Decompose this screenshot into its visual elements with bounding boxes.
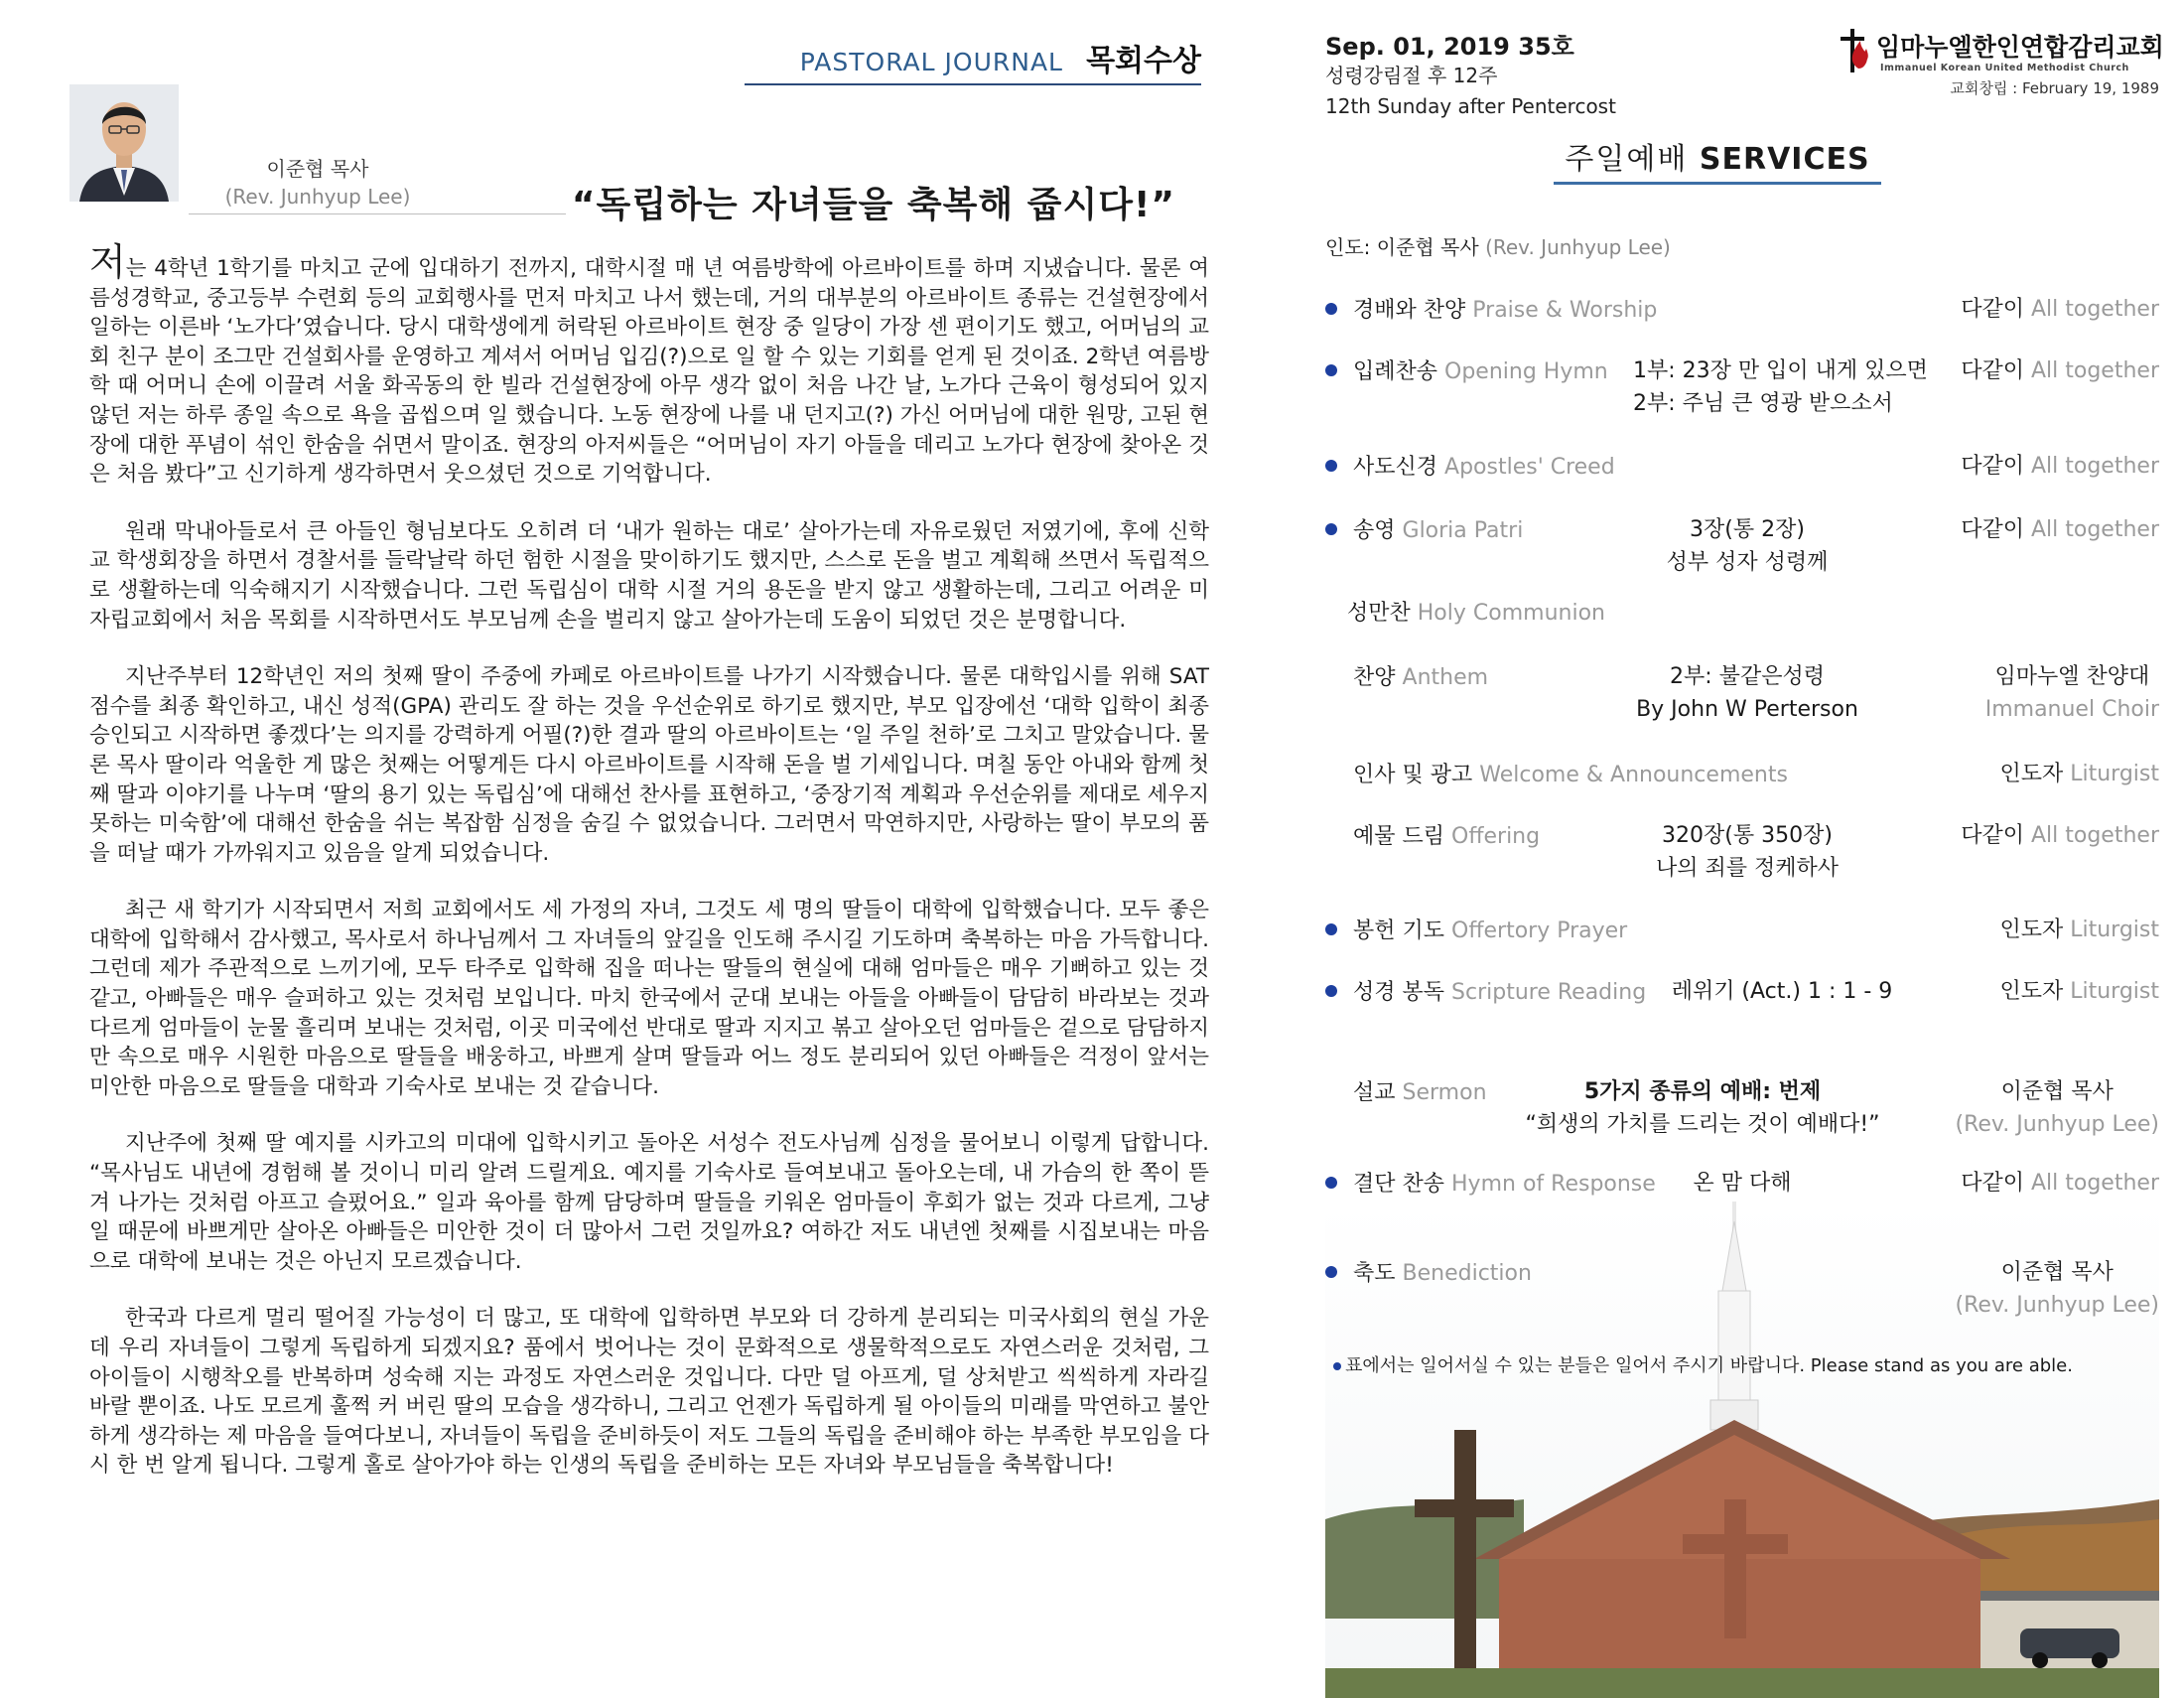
- paragraph: 최근 새 학기가 시작되면서 저희 교회에서도 세 가정의 자녀, 그것도 세 명의 딸들이 대학에 입학했습니다. 모두 좋은 대학에 입학해서 감사했고, 목사로서 하나님께서 그 자녀들의 앞길을 인도해 주시길 기도하며 축복하는 마음 가득합니다. 그런데 제가 주관적으로 느끼기에, 모두 타주로 입학해 집을 떠나는 딸들의 현실에 대해 엄마들은 매우 기뻐하고 있는 것 같고, 아빠들은 매우 슬퍼하고 있는 것처럼 보입니다. 마치 한국에서 군대 보내는 아들을 아빠들이 담담히 바라보는 것과 다르게 엄마들이 눈물 흘리며 보내는 것처럼, 이곳 미국에선 반대로 딸과 지지고 볶고 살아오던 엄마들은 겉으로 담담하지만 속으로 매우 시원한 마음으로 딸들을 배웅하고, 바쁘게 살며 딸들과 어느 정도 분리되어 있던 아빠들은 걱정이 앞서는 미안한 마음으로 딸들을 대학과 기숙사로 보내는 것 같습니다.: [89, 898, 1209, 1099]
- church-name-en: Immanuel Korean United Methodist Church: [1880, 63, 2129, 73]
- bullet-icon: [1333, 1362, 1341, 1370]
- season-en: 12th Sunday after Pentercost: [1325, 94, 1616, 118]
- journal-header-ko: 목회수상: [1086, 44, 1201, 78]
- journal-body: [89, 240, 1209, 1508]
- pastoral-journal-column: [60, 30, 1216, 1658]
- order-item-opening-hymn: 입례찬송 Opening Hymn 1부: 23장 만 입이 내게 있으면 2부: 주님 큰 영광 받으소서 다같이 All together: [1325, 354, 2159, 414]
- bullet-icon: [1325, 460, 1337, 472]
- order-item-hymn-of-response: 결단 찬송 Hymn of Response 온 맘 다해 다같이 All together: [1325, 1167, 2159, 1226]
- bullet-icon: [1325, 303, 1337, 315]
- author-name-ko: 이준협 목사: [266, 157, 369, 181]
- bullet-icon: [1325, 985, 1337, 997]
- order-item-scripture: 성경 봉독 Scripture Reading 레위기 (Act.) 1 : 1 - 9 인도자 Liturgist: [1325, 975, 2159, 1035]
- author-name-en: (Rev. Junhyup Lee): [224, 185, 411, 209]
- order-item-holy-communion: 성만찬 Holy Communion: [1347, 601, 1605, 626]
- paragraph: 지난주에 첫째 딸 예지를 시카고의 미대에 입학시키고 돌아온 서성수 전도사님께 심정을 물어보니 이렇게 답합니다. “목사님도 내년에 경험해 볼 것이니 미리 알려 드릴게요. 예지를 기숙사로 들여보내고 돌아오는데, 내 가슴의 한 쪽이 뜯겨 나가는 것처럼 아프고 슬펐어요.” 일과 육아를 함께 담당하며 딸들을 키워온 엄마들이 후회가 없는 것과 다르게, 그냥 일 때문에 바쁘게만 살아온 아빠들은 미안한 것이 더 많아서 그런 것일까요? 여하간 저도 내년엔 첫째를 시집보내는 마음으로 대학에 보내는 것은 아닌지 모르겠습니다.: [89, 1131, 1209, 1274]
- bullet-icon: [1325, 923, 1337, 935]
- order-item-praise-worship: 경배와 찬양 Praise & Worship 다같이 All together: [1325, 293, 2159, 353]
- church-founded: 교회창립 : February 19, 1989: [1950, 79, 2159, 97]
- order-item-gloria-patri: 송영 Gloria Patri 3장(통 2장) 성부 성자 성령께 다같이 All together: [1325, 513, 2159, 573]
- bulletin-column: [1325, 25, 2164, 1673]
- leader-en: (Rev. Junhyup Lee): [1485, 235, 1671, 259]
- order-item-anthem: 찬양 Anthem 2부: 불같은성령 By John W Perterson 임마누엘 찬양대 Immanuel Choir: [1353, 664, 2159, 722]
- order-item-apostles-creed: 사도신경 Apostles' Creed 다같이 All together: [1325, 450, 2159, 509]
- pastor-photo: [69, 84, 179, 202]
- author-divider: [189, 213, 566, 214]
- services-title-en: SERVICES: [1699, 142, 1870, 177]
- services-title-ko: 주일예배: [1565, 142, 1689, 177]
- leader-ko: 인도: 이준협 목사: [1325, 235, 1479, 259]
- church-name: 임마누엘한인연합감리교회: [1876, 33, 2164, 62]
- paragraph: 한국과 다르게 멀리 떨어질 가능성이 더 많고, 또 대학에 입학하면 부모와 더 강하게 분리되는 미국사회의 현실 가운데 우리 자녀들이 그렇게 독립하게 되겠지요? 품에서 벗어나는 것이 문화적으로 생물학적으로도 자연스러운 것처럼, 그 아이들이 시행착오를 반복하며 성숙해 지는 과정도 자연스러운 것입니다. 다만 덜 아프게, 덜 상처받고 씩씩하게 자라길 바랄 뿐이죠. 나도 모르게 훌쩍 커 버린 딸의 모습을 생각하니, 그리고 언젠가 독립하게 될 아이들의 미래를 막연하고 불안하게 생각하는 제 마음을 들여다보니, 자녀들이 독립을 준비하듯이 저도 그들의 독립을 준비해야 하는 부족한 부모임을 다시 한 번 알게 됩니다. 그렇게 홀로 살아가야 하는 인생의 독립을 준비하는 모든 자녀와 부모님들을 축복합니다!: [89, 1306, 1209, 1479]
- worship-leader: [1325, 231, 1671, 260]
- order-item-sermon: 설교 Sermon 5가지 종류의 예배: 번제 “희생의 가치를 드리는 것이 예배다!” 이준협 목사 (Rev. Junhyup Lee): [1353, 1079, 2159, 1137]
- order-item-benediction: 축도 Benediction 이준협 목사 (Rev. Junhyup Lee): [1325, 1256, 2159, 1316]
- bullet-icon: [1325, 1177, 1337, 1189]
- author: [189, 155, 447, 211]
- bullet-icon: [1325, 523, 1337, 535]
- bullet-icon: [1325, 1266, 1337, 1278]
- journal-title: “독립하는 자녀들을 축복해 줍시다!”: [571, 185, 1176, 225]
- services-title: [1554, 134, 1881, 185]
- order-item-offering: 예물 드림 Offering 320장(통 350장) 나의 죄를 정케하사 다같이 All together: [1353, 823, 2159, 881]
- paragraph: 원래 막내아들로서 큰 아들인 형님보다도 오히려 더 ‘내가 원하는 대로’ 살아가는데 자유로웠던 저였기에, 후에 신학교 학생회장을 하면서 경찰서를 들락날락 하던 험한 시절을 맞이하기도 했지만, 스스로 돈을 벌고 계획해 쓰면서 독립적으로 생활하는데 익숙해지기 시작했습니다. 그런 독립심이 대학 시절 거의 용돈을 받지 않고 생활하는데, 그리고 어려운 미자립교회에서 처음 목회를 시작하면서도 부모님께 손을 벌리지 않고 살아가는데 도움이 되었던 것은 분명합니다.: [89, 518, 1209, 633]
- stand-notice: 표에서는 일어서실 수 있는 분들은 일어서 주시기 바랍니다. Please stand as you are able.: [1333, 1351, 2073, 1377]
- order-item-welcome: 인사 및 광고 Welcome & Announcements 인도자 Liturgist: [1353, 762, 2159, 787]
- journal-header: [745, 36, 1201, 85]
- season-ko: 성령강림절 후 12주: [1325, 64, 1498, 87]
- cross-and-flame-icon: [1837, 25, 1876, 74]
- bullet-icon: [1325, 364, 1337, 376]
- church-logo: [1837, 25, 2164, 104]
- journal-header-en: PASTORAL JOURNAL: [799, 48, 1063, 76]
- order-item-offertory-prayer: 봉헌 기도 Offertory Prayer 인도자 Liturgist: [1325, 914, 2159, 973]
- paragraph: 저는 4학년 1학기를 마치고 군에 입대하기 전까지, 대학시절 매 년 여름방학에 아르바이트를 하며 지냈습니다. 물론 여름성경학교, 중고등부 수련회 등의 교회행사를 먼저 마치고 나서 했는데, 거의 대부분의 아르바이트 종류는 건설현장에서 일하는 이른바 ‘노가다’였습니다. 당시 대학생에게 허락된 아르바이트 현장 중 일당이 가장 센 편이기도 했고, 어머님의 교회 친구 분이 조그만 건설회사를 운영하고 계셔서 어머님 입김(?)으로 일 할 수 있는 기회를 얻게 된 것이죠. 2학년 여름방학 때 어머니 손에 이끌려 서울 화곡동의 한 빌라 건설현장에 아무 생각 없이 처음 나간 날, 노가다 근육이 형성되어 있지 않던 저는 하루 종일 속으로 욕을 곱씹으며 일 했습니다. 노동 현장에 나를 내 던지고(?) 가신 어머님에 대한 원망, 고된 현장에 대한 푸념이 섞인 한숨을 쉬면서 말이죠. 현장의 아저씨들은 “어머님이 자기 아들을 데리고 노가다 현장에 찾아온 것은 처음 봤다”고 신기하게 생각하면서 웃으셨던 것으로 기억합니다.: [89, 240, 1209, 488]
- liturgical-season: [1325, 61, 1616, 122]
- bulletin-date: Sep. 01, 2019 35호: [1325, 33, 1574, 61]
- paragraph: 지난주부터 12학년인 저의 첫째 딸이 주중에 카페로 아르바이트를 나가기 시작했습니다. 물론 대학입시를 위해 SAT 점수를 최종 확인하고, 내신 성적(GPA) 관리도 잘 하는 것을 우선순위로 하기로 했지만, 부모 입장에선 ‘대학 입학이 최종 승인되고 시작하면 좋겠다’는 의지를 강력하게 어필(?)한 결과 딸의 아르바이트는 ‘일 주일 천하’로 그치고 말았습니다. 물론 목사 딸이라 억울한 게 많은 첫째는 어떻게든 다시 아르바이트를 시작해 돈을 벌 기세입니다. 며칠 동안 아내와 함께 첫째 딸과 이야기를 나누며 ‘딸의 용기 있는 독립심’에 대해선 찬사를 표현하고, ‘중장기적 계획과 우선순위를 제대로 세우지 못하는 미숙함’에 대해선 한숨을 쉬는 복잡함 심정을 숨길 수 없었습니다. 그러면서 막연하지만, 사랑하는 딸이 부모의 품을 떠날 때가 가까워지고 있음을 알게 되었습니다.: [89, 664, 1209, 866]
